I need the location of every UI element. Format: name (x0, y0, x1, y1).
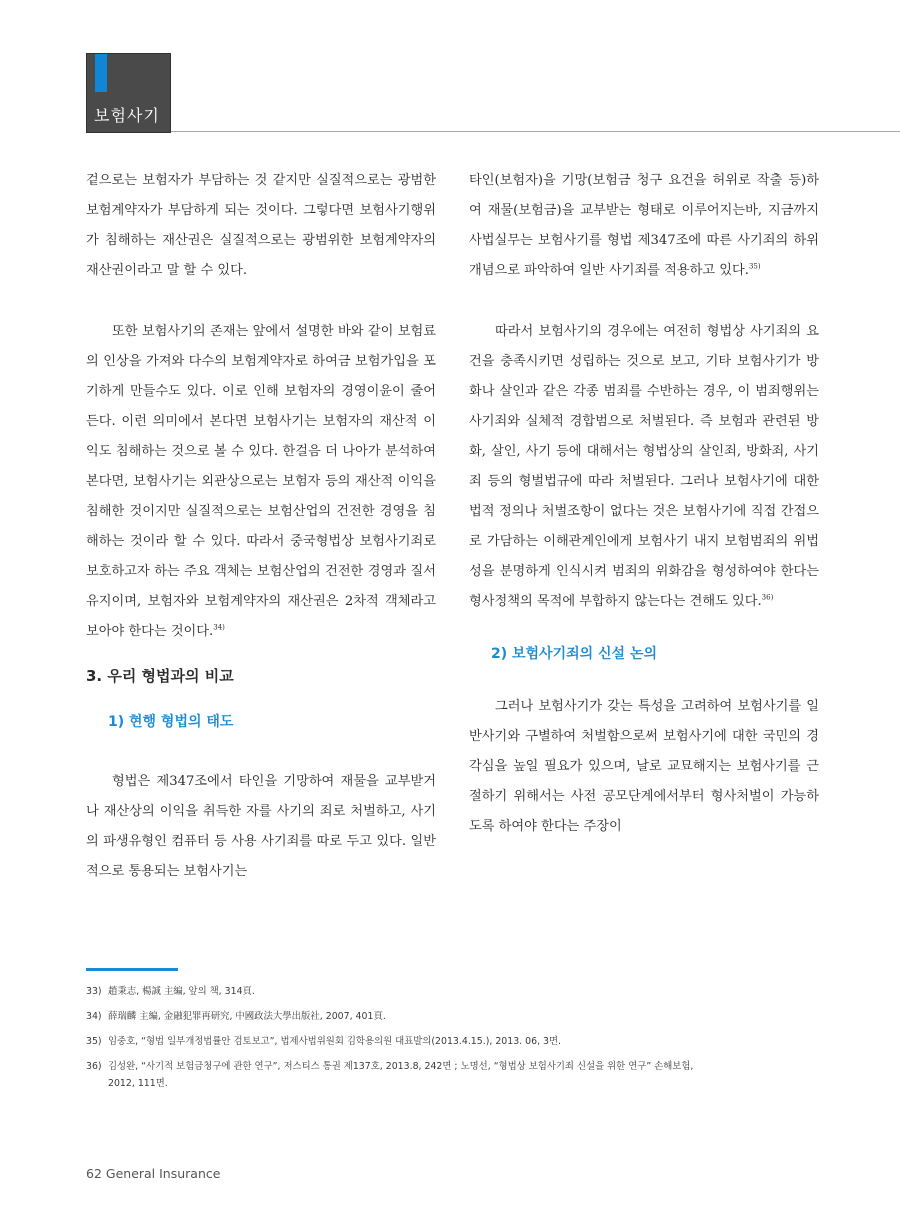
page-footer (86, 1166, 220, 1181)
footnote-number: 36) (86, 1061, 102, 1072)
subsection-heading: 1) 현행 형법의 태도 (108, 714, 234, 730)
paragraph-text: 따라서 보험사기의 경우에는 여전히 형법상 사기죄의 요건을 충족시키면 성립하는 것으로 보고, 기타 보험사기가 방화나 살인과 같은 각종 범죄를 수반하는 경우, 이 범죄행위는 사기죄와 실체적 경합범으로 처벌된다. 즉 보험과 관련된 방화, 살인, 사기 등에 대해서는 형법상의 살인죄, 방화죄, 사기죄 등의 형벌법규에 따라 처벌된다. 그러나 보험사기에 대한 법적 정의나 처벌조항이 없다는 것은 보험사기에 직접 간접으로 가담하는 이해관계인에게 보험사기 내지 보험범죄의 위법성을 분명하게 인식시켜 범죄의 위화감을 형성하여야 한다는 형사정책의 목적에 부합하지 않는다는 견해도 있다. (469, 324, 819, 609)
body-paragraph: 겉으로는 보험자가 부담하는 것 같지만 실질적으로는 광범한 보험계약자가 부담하게 되는 것이다. 그렇다면 보험사기행위가 침해하는 재산권은 실질적으로는 광범위한 보험계약자의 재산권이라고 말 할 수 있다. (86, 173, 436, 278)
section-tab-label: 보험사기 (94, 106, 160, 125)
body-paragraph (86, 317, 436, 647)
body-paragraph (469, 166, 819, 286)
footnote-ref: 35) (748, 262, 761, 271)
footnote (86, 1004, 826, 1029)
paragraph-text: 또한 보험사기의 존재는 앞에서 설명한 바와 같이 보험료의 인상을 가져와 다수의 보험계약자로 하여금 보험가입을 포기하게 만들수도 있다. 이로 인해 보험자의 경영이윤이 줄어든다. 이런 의미에서 본다면 보험사기는 보험자의 재산적 이익도 침해하는 것으로 볼 수 있다. 한걸음 더 나아가 분석하여 본다면, 보험사기는 외관상으로는 보험자 등의 재산적 이익을 침해한 것이지만 실질적으로는 보험산업의 건전한 경영을 침해하는 것이라 할 수 있다. 따라서 중국형법상 보험사기죄로 보호하고자 하는 주요 객체는 보험산업의 건전한 경영과 질서유지이며, 보험자와 보험계약자의 재산권은 2차적 객체라고 보아야 한다는 것이다. (86, 324, 436, 639)
body-paragraph: 형법은 제347조에서 타인을 기망하여 재물을 교부받거나 재산상의 이익을 취득한 자를 사기의 죄로 처벌하고, 사기의 파생유형인 컴퓨터 등 사용 사기죄를 따로 두고 있다. 일반적으로 통용되는 보험사기는 (86, 774, 436, 879)
footnote-number: 35) (86, 1036, 102, 1047)
footnote-text: 김성완, “사기적 보험금청구에 관한 연구”, 저스티스 통권 제137호, 2013.8, 242면 ; 노명선, “형법상 보험사기죄 신설을 위한 연구” 손해보험, (108, 1061, 694, 1072)
footnote-text: 薛瑞麟 主編, 金融犯罪再研究, 中國政法大學出版社, 2007, 401頁. (108, 1011, 386, 1022)
right-column (469, 166, 819, 842)
footnote-number: 34) (86, 1011, 102, 1022)
section-heading: 3. 우리 형법과의 비교 (86, 667, 234, 685)
footnote-continuation: 2012, 111면. (108, 1078, 168, 1089)
body-paragraph (469, 317, 819, 617)
footnote (86, 979, 826, 1004)
subsection-heading: 2) 보험사기죄의 신설 논의 (491, 646, 658, 662)
footnote (86, 1029, 826, 1054)
paragraph-text: 타인(보험자)을 기망(보험금 청구 요건을 허위로 작출 등)하여 재물(보험금)을 교부받는 형태로 이루어지는바, 지금까지 사법실무는 보험사기를 형법 제347조에 따른 사기죄의 하위개념으로 파악하여 일반 사기죄를 적용하고 있다. (469, 173, 819, 278)
section-tab (86, 53, 171, 133)
page-number: 62 (86, 1166, 102, 1181)
left-column (86, 166, 436, 887)
footnote-text: 趙秉志, 楊誠 主編, 앞의 책, 314頁. (108, 986, 255, 997)
body-paragraph: 그러나 보험사기가 갖는 특성을 고려하여 보험사기를 일반사기와 구별하여 처벌함으로써 보험사기에 대한 국민의 경각심을 높일 필요가 있으며, 날로 교묘해지는 보험사기를 근절하기 위해서는 사전 공모단계에서부터 형사처벌이 가능하도록 하여야 한다는 주장이 (469, 699, 819, 834)
footnotes (86, 979, 826, 1093)
footnote-text: 임중호, “형법 일부개정법률안 검토보고”, 법제사법위원회 김학용의원 대표발의(2013.4.15.), 2013. 06, 3면. (108, 1036, 562, 1047)
footnote-ref: 34) (213, 623, 225, 632)
footnote-ref: 36) (761, 593, 774, 602)
footnote-number: 33) (86, 986, 102, 997)
publication-name: General Insurance (105, 1166, 221, 1181)
header-rule (171, 131, 900, 132)
section-tab-accent-bar (95, 54, 107, 92)
footnote-divider (86, 968, 178, 971)
